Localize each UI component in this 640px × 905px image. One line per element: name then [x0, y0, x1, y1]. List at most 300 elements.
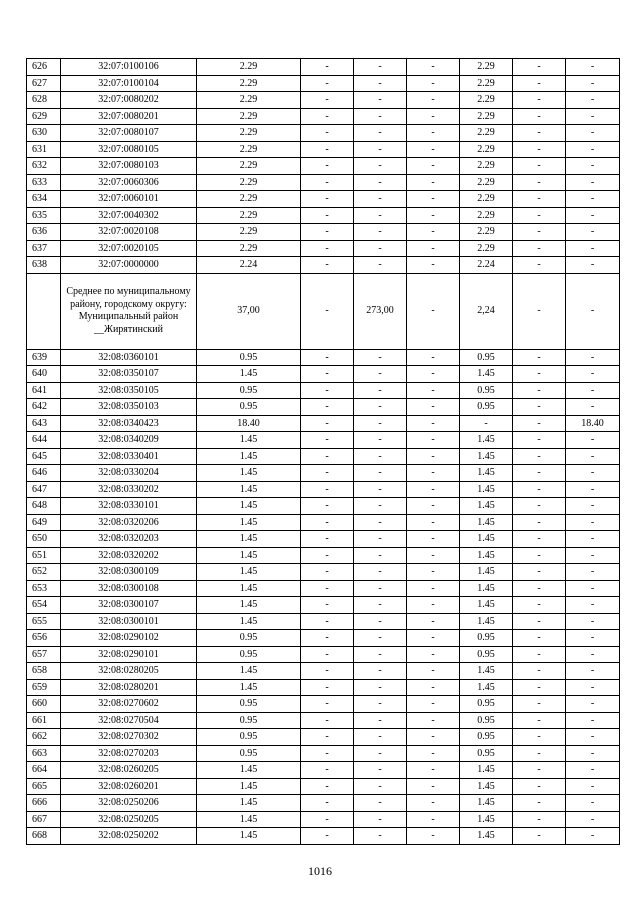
- value-cell-7: 18.40: [566, 415, 620, 432]
- value-cell-1: 1.45: [197, 432, 301, 449]
- value-cell-2: -: [301, 729, 354, 746]
- value-cell-7: -: [566, 811, 620, 828]
- value-cell-3: -: [354, 580, 407, 597]
- value-cell-6: -: [513, 778, 566, 795]
- value-cell-3: -: [354, 158, 407, 175]
- row-number-cell: 627: [27, 75, 61, 92]
- value-cell-3: -: [354, 224, 407, 241]
- value-cell-4: -: [407, 679, 460, 696]
- row-number-cell: 662: [27, 729, 61, 746]
- table-row: [27, 663, 620, 680]
- value-cell-3: -: [354, 59, 407, 76]
- value-cell-1: 37,00: [197, 273, 301, 349]
- value-cell-6: -: [513, 481, 566, 498]
- value-cell-2: -: [301, 465, 354, 482]
- table-row: [27, 811, 620, 828]
- table-row: [27, 613, 620, 630]
- value-cell-5: 1.45: [460, 564, 513, 581]
- row-number-cell: 631: [27, 141, 61, 158]
- row-number-cell: 640: [27, 366, 61, 383]
- value-cell-2: -: [301, 349, 354, 366]
- value-cell-7: -: [566, 514, 620, 531]
- value-cell-4: -: [407, 547, 460, 564]
- value-cell-4: -: [407, 59, 460, 76]
- cadastral-quarter-cell: 32:07:0080202: [61, 92, 197, 109]
- row-number-cell: 647: [27, 481, 61, 498]
- value-cell-7: -: [566, 762, 620, 779]
- value-cell-6: -: [513, 795, 566, 812]
- value-cell-5: 2.24: [460, 257, 513, 274]
- cadastral-quarter-cell: 32:08:0280201: [61, 679, 197, 696]
- row-number-cell: 643: [27, 415, 61, 432]
- cadastral-quarter-cell: 32:07:0080103: [61, 158, 197, 175]
- value-cell-2: -: [301, 663, 354, 680]
- table-row: [27, 580, 620, 597]
- value-cell-1: 2.29: [197, 141, 301, 158]
- value-cell-6: -: [513, 366, 566, 383]
- value-cell-6: -: [513, 125, 566, 142]
- value-cell-1: 2.29: [197, 125, 301, 142]
- value-cell-6: -: [513, 811, 566, 828]
- value-cell-7: -: [566, 630, 620, 647]
- value-cell-7: -: [566, 240, 620, 257]
- table-row: [27, 125, 620, 142]
- value-cell-1: 1.45: [197, 448, 301, 465]
- value-cell-1: 1.45: [197, 762, 301, 779]
- value-cell-5: 0.95: [460, 399, 513, 416]
- value-cell-2: -: [301, 679, 354, 696]
- row-number-cell: 653: [27, 580, 61, 597]
- value-cell-3: -: [354, 646, 407, 663]
- value-cell-7: -: [566, 646, 620, 663]
- value-cell-5: 0.95: [460, 382, 513, 399]
- value-cell-6: -: [513, 729, 566, 746]
- value-cell-7: -: [566, 141, 620, 158]
- value-cell-7: -: [566, 59, 620, 76]
- value-cell-3: -: [354, 349, 407, 366]
- table-row: [27, 240, 620, 257]
- row-number-cell: 638: [27, 257, 61, 274]
- value-cell-7: -: [566, 745, 620, 762]
- value-cell-2: -: [301, 59, 354, 76]
- row-number-cell: 665: [27, 778, 61, 795]
- value-cell-4: -: [407, 382, 460, 399]
- value-cell-5: 2.29: [460, 207, 513, 224]
- value-cell-6: -: [513, 514, 566, 531]
- value-cell-5: 2.29: [460, 108, 513, 125]
- value-cell-1: 1.45: [197, 580, 301, 597]
- value-cell-2: -: [301, 630, 354, 647]
- value-cell-6: -: [513, 158, 566, 175]
- value-cell-6: -: [513, 191, 566, 208]
- value-cell-6: -: [513, 630, 566, 647]
- value-cell-5: 2.29: [460, 125, 513, 142]
- value-cell-6: -: [513, 597, 566, 614]
- table-row: [27, 465, 620, 482]
- value-cell-4: -: [407, 207, 460, 224]
- value-cell-2: -: [301, 597, 354, 614]
- table-row: [27, 547, 620, 564]
- table-row: [27, 191, 620, 208]
- value-cell-2: -: [301, 745, 354, 762]
- value-cell-1: 0.95: [197, 382, 301, 399]
- value-cell-1: 2.29: [197, 174, 301, 191]
- row-number-cell: 660: [27, 696, 61, 713]
- value-cell-3: -: [354, 696, 407, 713]
- table-row: [27, 762, 620, 779]
- value-cell-2: -: [301, 696, 354, 713]
- value-cell-3: -: [354, 613, 407, 630]
- value-cell-2: -: [301, 257, 354, 274]
- cadastral-quarter-cell: 32:08:0260205: [61, 762, 197, 779]
- cadastral-quarter-cell: 32:08:0270602: [61, 696, 197, 713]
- value-cell-2: -: [301, 514, 354, 531]
- value-cell-1: 1.45: [197, 366, 301, 383]
- value-cell-1: 2.29: [197, 75, 301, 92]
- cadastral-quarter-cell: 32:08:0330101: [61, 498, 197, 515]
- row-number-cell: 651: [27, 547, 61, 564]
- value-cell-3: -: [354, 663, 407, 680]
- value-cell-1: 1.45: [197, 613, 301, 630]
- value-cell-6: -: [513, 382, 566, 399]
- value-cell-6: -: [513, 240, 566, 257]
- value-cell-6: -: [513, 679, 566, 696]
- value-cell-3: -: [354, 762, 407, 779]
- value-cell-2: -: [301, 481, 354, 498]
- value-cell-7: -: [566, 481, 620, 498]
- row-number-cell: 661: [27, 712, 61, 729]
- value-cell-6: -: [513, 712, 566, 729]
- row-number-cell: 652: [27, 564, 61, 581]
- value-cell-6: -: [513, 745, 566, 762]
- cadastral-quarter-cell: 32:08:0330202: [61, 481, 197, 498]
- value-cell-5: 1.45: [460, 762, 513, 779]
- cadastral-quarter-cell: 32:07:0060306: [61, 174, 197, 191]
- value-cell-2: -: [301, 273, 354, 349]
- value-cell-3: -: [354, 795, 407, 812]
- value-cell-7: -: [566, 498, 620, 515]
- value-cell-3: -: [354, 415, 407, 432]
- value-cell-6: -: [513, 580, 566, 597]
- value-cell-2: -: [301, 92, 354, 109]
- value-cell-7: -: [566, 349, 620, 366]
- value-cell-5: 2.29: [460, 92, 513, 109]
- value-cell-5: 2.29: [460, 75, 513, 92]
- row-number-cell: 634: [27, 191, 61, 208]
- value-cell-7: -: [566, 465, 620, 482]
- row-number-cell: 648: [27, 498, 61, 515]
- value-cell-3: -: [354, 481, 407, 498]
- value-cell-1: 1.45: [197, 514, 301, 531]
- value-cell-4: -: [407, 366, 460, 383]
- value-cell-7: -: [566, 448, 620, 465]
- cadastral-quarter-cell: 32:08:0320202: [61, 547, 197, 564]
- cadastral-quarter-cell: 32:08:0350105: [61, 382, 197, 399]
- value-cell-4: -: [407, 399, 460, 416]
- value-cell-3: -: [354, 498, 407, 515]
- value-cell-1: 1.45: [197, 564, 301, 581]
- value-cell-6: -: [513, 92, 566, 109]
- cadastral-quarter-cell: 32:07:0000000: [61, 257, 197, 274]
- value-cell-5: 2.29: [460, 174, 513, 191]
- value-cell-7: -: [566, 696, 620, 713]
- value-cell-5: 0.95: [460, 630, 513, 647]
- cadastral-quarter-cell: 32:07:0040302: [61, 207, 197, 224]
- row-number-cell: 668: [27, 828, 61, 845]
- value-cell-2: -: [301, 366, 354, 383]
- value-cell-5: 2.29: [460, 224, 513, 241]
- value-cell-5: 2.29: [460, 191, 513, 208]
- row-number-cell: 659: [27, 679, 61, 696]
- value-cell-3: -: [354, 448, 407, 465]
- value-cell-7: -: [566, 795, 620, 812]
- table-row: [27, 696, 620, 713]
- cadastral-quarter-cell: 32:07:0020108: [61, 224, 197, 241]
- value-cell-3: -: [354, 514, 407, 531]
- cadastral-quarter-cell: 32:08:0320203: [61, 531, 197, 548]
- table-row: [27, 224, 620, 241]
- cadastral-quarter-cell: 32:08:0290101: [61, 646, 197, 663]
- value-cell-5: 2.29: [460, 141, 513, 158]
- value-cell-6: -: [513, 613, 566, 630]
- value-cell-5: 1.45: [460, 448, 513, 465]
- value-cell-7: -: [566, 613, 620, 630]
- cadastral-quarter-cell: 32:07:0060101: [61, 191, 197, 208]
- value-cell-3: -: [354, 382, 407, 399]
- value-cell-6: -: [513, 273, 566, 349]
- row-number-cell: 626: [27, 59, 61, 76]
- value-cell-5: 1.45: [460, 795, 513, 812]
- value-cell-4: -: [407, 415, 460, 432]
- row-number-cell: 666: [27, 795, 61, 812]
- value-cell-4: -: [407, 465, 460, 482]
- table-row: [27, 531, 620, 548]
- value-cell-1: 2.24: [197, 257, 301, 274]
- value-cell-7: -: [566, 207, 620, 224]
- value-cell-4: -: [407, 141, 460, 158]
- value-cell-3: -: [354, 547, 407, 564]
- value-cell-4: -: [407, 531, 460, 548]
- cadastral-quarter-cell: 32:08:0320206: [61, 514, 197, 531]
- value-cell-5: 1.45: [460, 778, 513, 795]
- row-number-cell: 630: [27, 125, 61, 142]
- cadastral-quarter-cell: 32:08:0270504: [61, 712, 197, 729]
- cadastral-quarter-cell: 32:08:0330204: [61, 465, 197, 482]
- value-cell-5: 1.45: [460, 514, 513, 531]
- value-cell-2: -: [301, 828, 354, 845]
- value-cell-6: -: [513, 59, 566, 76]
- value-cell-5: 1.45: [460, 366, 513, 383]
- cadastral-quarter-cell: 32:08:0350103: [61, 399, 197, 416]
- value-cell-1: 1.45: [197, 465, 301, 482]
- value-cell-4: -: [407, 811, 460, 828]
- value-cell-1: 1.45: [197, 481, 301, 498]
- value-cell-6: -: [513, 547, 566, 564]
- value-cell-7: -: [566, 224, 620, 241]
- value-cell-2: -: [301, 158, 354, 175]
- value-cell-1: 2.29: [197, 108, 301, 125]
- value-cell-4: -: [407, 125, 460, 142]
- cadastral-quarter-cell: 32:08:0300109: [61, 564, 197, 581]
- cadastral-quarter-cell: 32:08:0350107: [61, 366, 197, 383]
- value-cell-4: -: [407, 564, 460, 581]
- row-number-cell: 656: [27, 630, 61, 647]
- value-cell-4: -: [407, 257, 460, 274]
- value-cell-1: 2.29: [197, 240, 301, 257]
- value-cell-7: -: [566, 580, 620, 597]
- value-cell-2: -: [301, 432, 354, 449]
- table-row: [27, 92, 620, 109]
- value-cell-1: 0.95: [197, 712, 301, 729]
- value-cell-4: -: [407, 646, 460, 663]
- table-row: [27, 448, 620, 465]
- row-number-cell: 667: [27, 811, 61, 828]
- subtotal-row: [27, 273, 620, 349]
- value-cell-2: -: [301, 399, 354, 416]
- value-cell-1: 1.45: [197, 811, 301, 828]
- cadastral-quarter-cell: 32:07:0080107: [61, 125, 197, 142]
- row-number-cell: 639: [27, 349, 61, 366]
- table-row: [27, 514, 620, 531]
- value-cell-6: -: [513, 349, 566, 366]
- value-cell-4: -: [407, 745, 460, 762]
- value-cell-2: -: [301, 240, 354, 257]
- value-cell-7: -: [566, 108, 620, 125]
- value-cell-2: -: [301, 712, 354, 729]
- cadastral-quarter-cell: 32:08:0250202: [61, 828, 197, 845]
- value-cell-2: -: [301, 646, 354, 663]
- value-cell-5: 1.45: [460, 580, 513, 597]
- value-cell-1: 0.95: [197, 399, 301, 416]
- value-cell-4: -: [407, 613, 460, 630]
- value-cell-6: -: [513, 531, 566, 548]
- value-cell-2: -: [301, 224, 354, 241]
- value-cell-4: -: [407, 712, 460, 729]
- value-cell-3: -: [354, 108, 407, 125]
- cadastral-quarter-cell: 32:07:0080105: [61, 141, 197, 158]
- value-cell-7: -: [566, 382, 620, 399]
- table-body: [27, 59, 620, 845]
- value-cell-7: -: [566, 75, 620, 92]
- value-cell-2: -: [301, 498, 354, 515]
- value-cell-6: -: [513, 224, 566, 241]
- value-cell-7: -: [566, 125, 620, 142]
- value-cell-5: 1.45: [460, 481, 513, 498]
- value-cell-3: -: [354, 366, 407, 383]
- row-number-cell: 642: [27, 399, 61, 416]
- value-cell-6: -: [513, 75, 566, 92]
- row-number-cell: 649: [27, 514, 61, 531]
- value-cell-2: -: [301, 141, 354, 158]
- value-cell-7: -: [566, 828, 620, 845]
- value-cell-3: -: [354, 207, 407, 224]
- table-row: [27, 795, 620, 812]
- table-row: [27, 828, 620, 845]
- value-cell-5: 0.95: [460, 646, 513, 663]
- cadastral-quarter-cell: 32:08:0340423: [61, 415, 197, 432]
- table-row: [27, 366, 620, 383]
- value-cell-4: -: [407, 498, 460, 515]
- value-cell-3: -: [354, 141, 407, 158]
- value-cell-7: -: [566, 191, 620, 208]
- value-cell-7: -: [566, 663, 620, 680]
- table-row: [27, 382, 620, 399]
- page-number: 1016: [308, 864, 332, 878]
- cadastral-quarter-cell: 32:07:0100104: [61, 75, 197, 92]
- value-cell-1: 2.29: [197, 92, 301, 109]
- value-cell-2: -: [301, 811, 354, 828]
- value-cell-6: -: [513, 498, 566, 515]
- table-row: [27, 597, 620, 614]
- value-cell-3: -: [354, 240, 407, 257]
- value-cell-2: -: [301, 448, 354, 465]
- cadastral-quarter-cell: 32:08:0280205: [61, 663, 197, 680]
- value-cell-4: -: [407, 92, 460, 109]
- value-cell-7: -: [566, 174, 620, 191]
- value-cell-5: 1.45: [460, 663, 513, 680]
- table-row: [27, 778, 620, 795]
- cadastral-quarter-cell: 32:08:0300108: [61, 580, 197, 597]
- value-cell-1: 1.45: [197, 828, 301, 845]
- value-cell-6: -: [513, 174, 566, 191]
- value-cell-7: -: [566, 729, 620, 746]
- value-cell-2: -: [301, 174, 354, 191]
- value-cell-5: 1.45: [460, 597, 513, 614]
- value-cell-3: -: [354, 92, 407, 109]
- value-cell-1: 1.45: [197, 531, 301, 548]
- value-cell-1: 0.95: [197, 729, 301, 746]
- value-cell-1: 2.29: [197, 207, 301, 224]
- value-cell-1: 1.45: [197, 778, 301, 795]
- value-cell-3: -: [354, 399, 407, 416]
- value-cell-7: -: [566, 712, 620, 729]
- value-cell-3: -: [354, 679, 407, 696]
- value-cell-6: -: [513, 399, 566, 416]
- value-cell-1: 1.45: [197, 597, 301, 614]
- row-number-cell: 646: [27, 465, 61, 482]
- value-cell-1: 2.29: [197, 59, 301, 76]
- value-cell-5: 2,24: [460, 273, 513, 349]
- table-row: [27, 498, 620, 515]
- value-cell-4: -: [407, 273, 460, 349]
- cadastral-quarter-cell: 32:08:0270203: [61, 745, 197, 762]
- value-cell-5: 2.29: [460, 158, 513, 175]
- table-row: [27, 432, 620, 449]
- value-cell-2: -: [301, 762, 354, 779]
- value-cell-5: 1.45: [460, 531, 513, 548]
- value-cell-7: -: [566, 531, 620, 548]
- value-cell-3: -: [354, 75, 407, 92]
- value-cell-2: -: [301, 778, 354, 795]
- table-row: [27, 564, 620, 581]
- value-cell-5: 0.95: [460, 712, 513, 729]
- cadastral-quarter-cell: 32:07:0020105: [61, 240, 197, 257]
- cadastral-quarter-cell: 32:08:0300101: [61, 613, 197, 630]
- value-cell-4: -: [407, 174, 460, 191]
- value-cell-1: 0.95: [197, 646, 301, 663]
- value-cell-3: 273,00: [354, 273, 407, 349]
- value-cell-4: -: [407, 630, 460, 647]
- value-cell-5: 1.45: [460, 498, 513, 515]
- value-cell-5: 0.95: [460, 745, 513, 762]
- value-cell-2: -: [301, 795, 354, 812]
- value-cell-4: -: [407, 828, 460, 845]
- value-cell-5: 2.29: [460, 59, 513, 76]
- value-cell-3: -: [354, 630, 407, 647]
- row-number-cell: 663: [27, 745, 61, 762]
- table-row: [27, 679, 620, 696]
- value-cell-7: -: [566, 432, 620, 449]
